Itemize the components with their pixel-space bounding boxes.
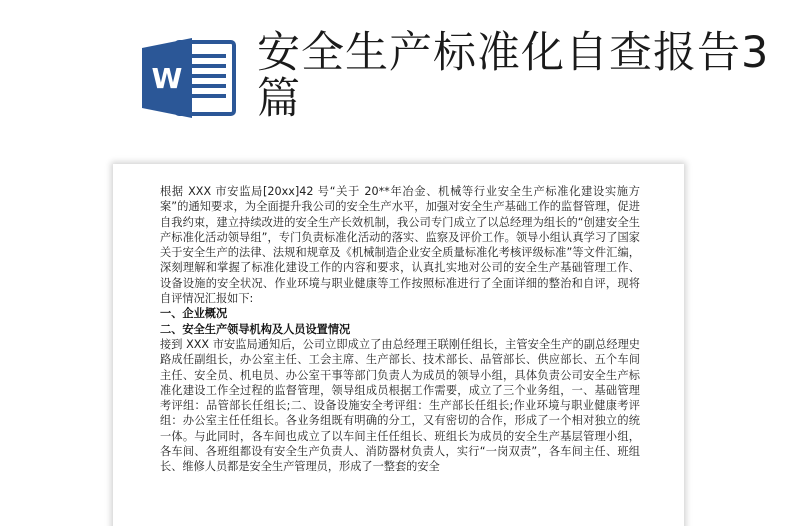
section-heading-1: 一、企业概况	[160, 307, 228, 321]
word-icon-letter: W	[151, 62, 183, 95]
intro-paragraph: 根据 XXX 市安监局[20xx]42 号“关于 20**年冶金、机械等行业安全生产标准化建设实施方案”的通知要求，为全面提升我公司的安全生产水平，加强对安全生产基础工作的监督管理，促进自我约束，建立持续改进的安全生产长效机制，我公司专门成立了以总经理为组长的“创建安全生产标准化活动领导组”，专门负责标准化活动的落实、监察及评价工作。领导小组认真学习了国家关于安全生产的法律、法规和规章及《机械制造企业安全质量标准化考核评级标准”等文件汇编，深刻理解和掌握了标准化建设工作的内容和要求，认真扎实地对公司的安全生产基础管理工作、设备设施的安全状况、作业环境与职业健康等工作按照标准进行了全面详细的整治和自评，现将自评情况汇报如下:	[160, 185, 640, 306]
word-document-icon	[140, 36, 238, 120]
section-heading-2: 二、安全生产领导机构及人员设置情况	[160, 322, 351, 336]
document-page	[113, 164, 684, 526]
body-paragraph: 接到 XXX 市安监局通知后，公司立即成立了由总经理王联刚任组长，主管安全生产的副总经理史路成任副组长，办公室主任、工会主席、生产部长、技术部长、品管部长、供应部长、五个车间主任、安全员、机电员、办公室干事等部门负责人为成员的领导小组，具体负责公司安全生产标准化建设工作全过程的监督管理，领导组成员根据工作需要，成立了三个业务组，一、基础管理考评组：品管部长任组长;二、设备设施安全考评组：生产部长任组长;作业环境与职业健康考评组：办公室主任任组长。各业务组既有明确的分工，又有密切的合作，形成了一个相对独立的统一体。与此同时，各车间也成立了以车间主任任组长、班组长为成员的安全生产基层管理小组，各车间、各班组都设有安全生产负责人、消防器材负责人，实行“一岗双责”，各车间主任、班组长、维修人员都是安全生产管理员，形成了一整套的安全	[160, 337, 640, 474]
document-content	[160, 184, 640, 475]
header	[0, 0, 800, 150]
page-title: 安全生产标准化自查报告3篇	[257, 28, 770, 124]
